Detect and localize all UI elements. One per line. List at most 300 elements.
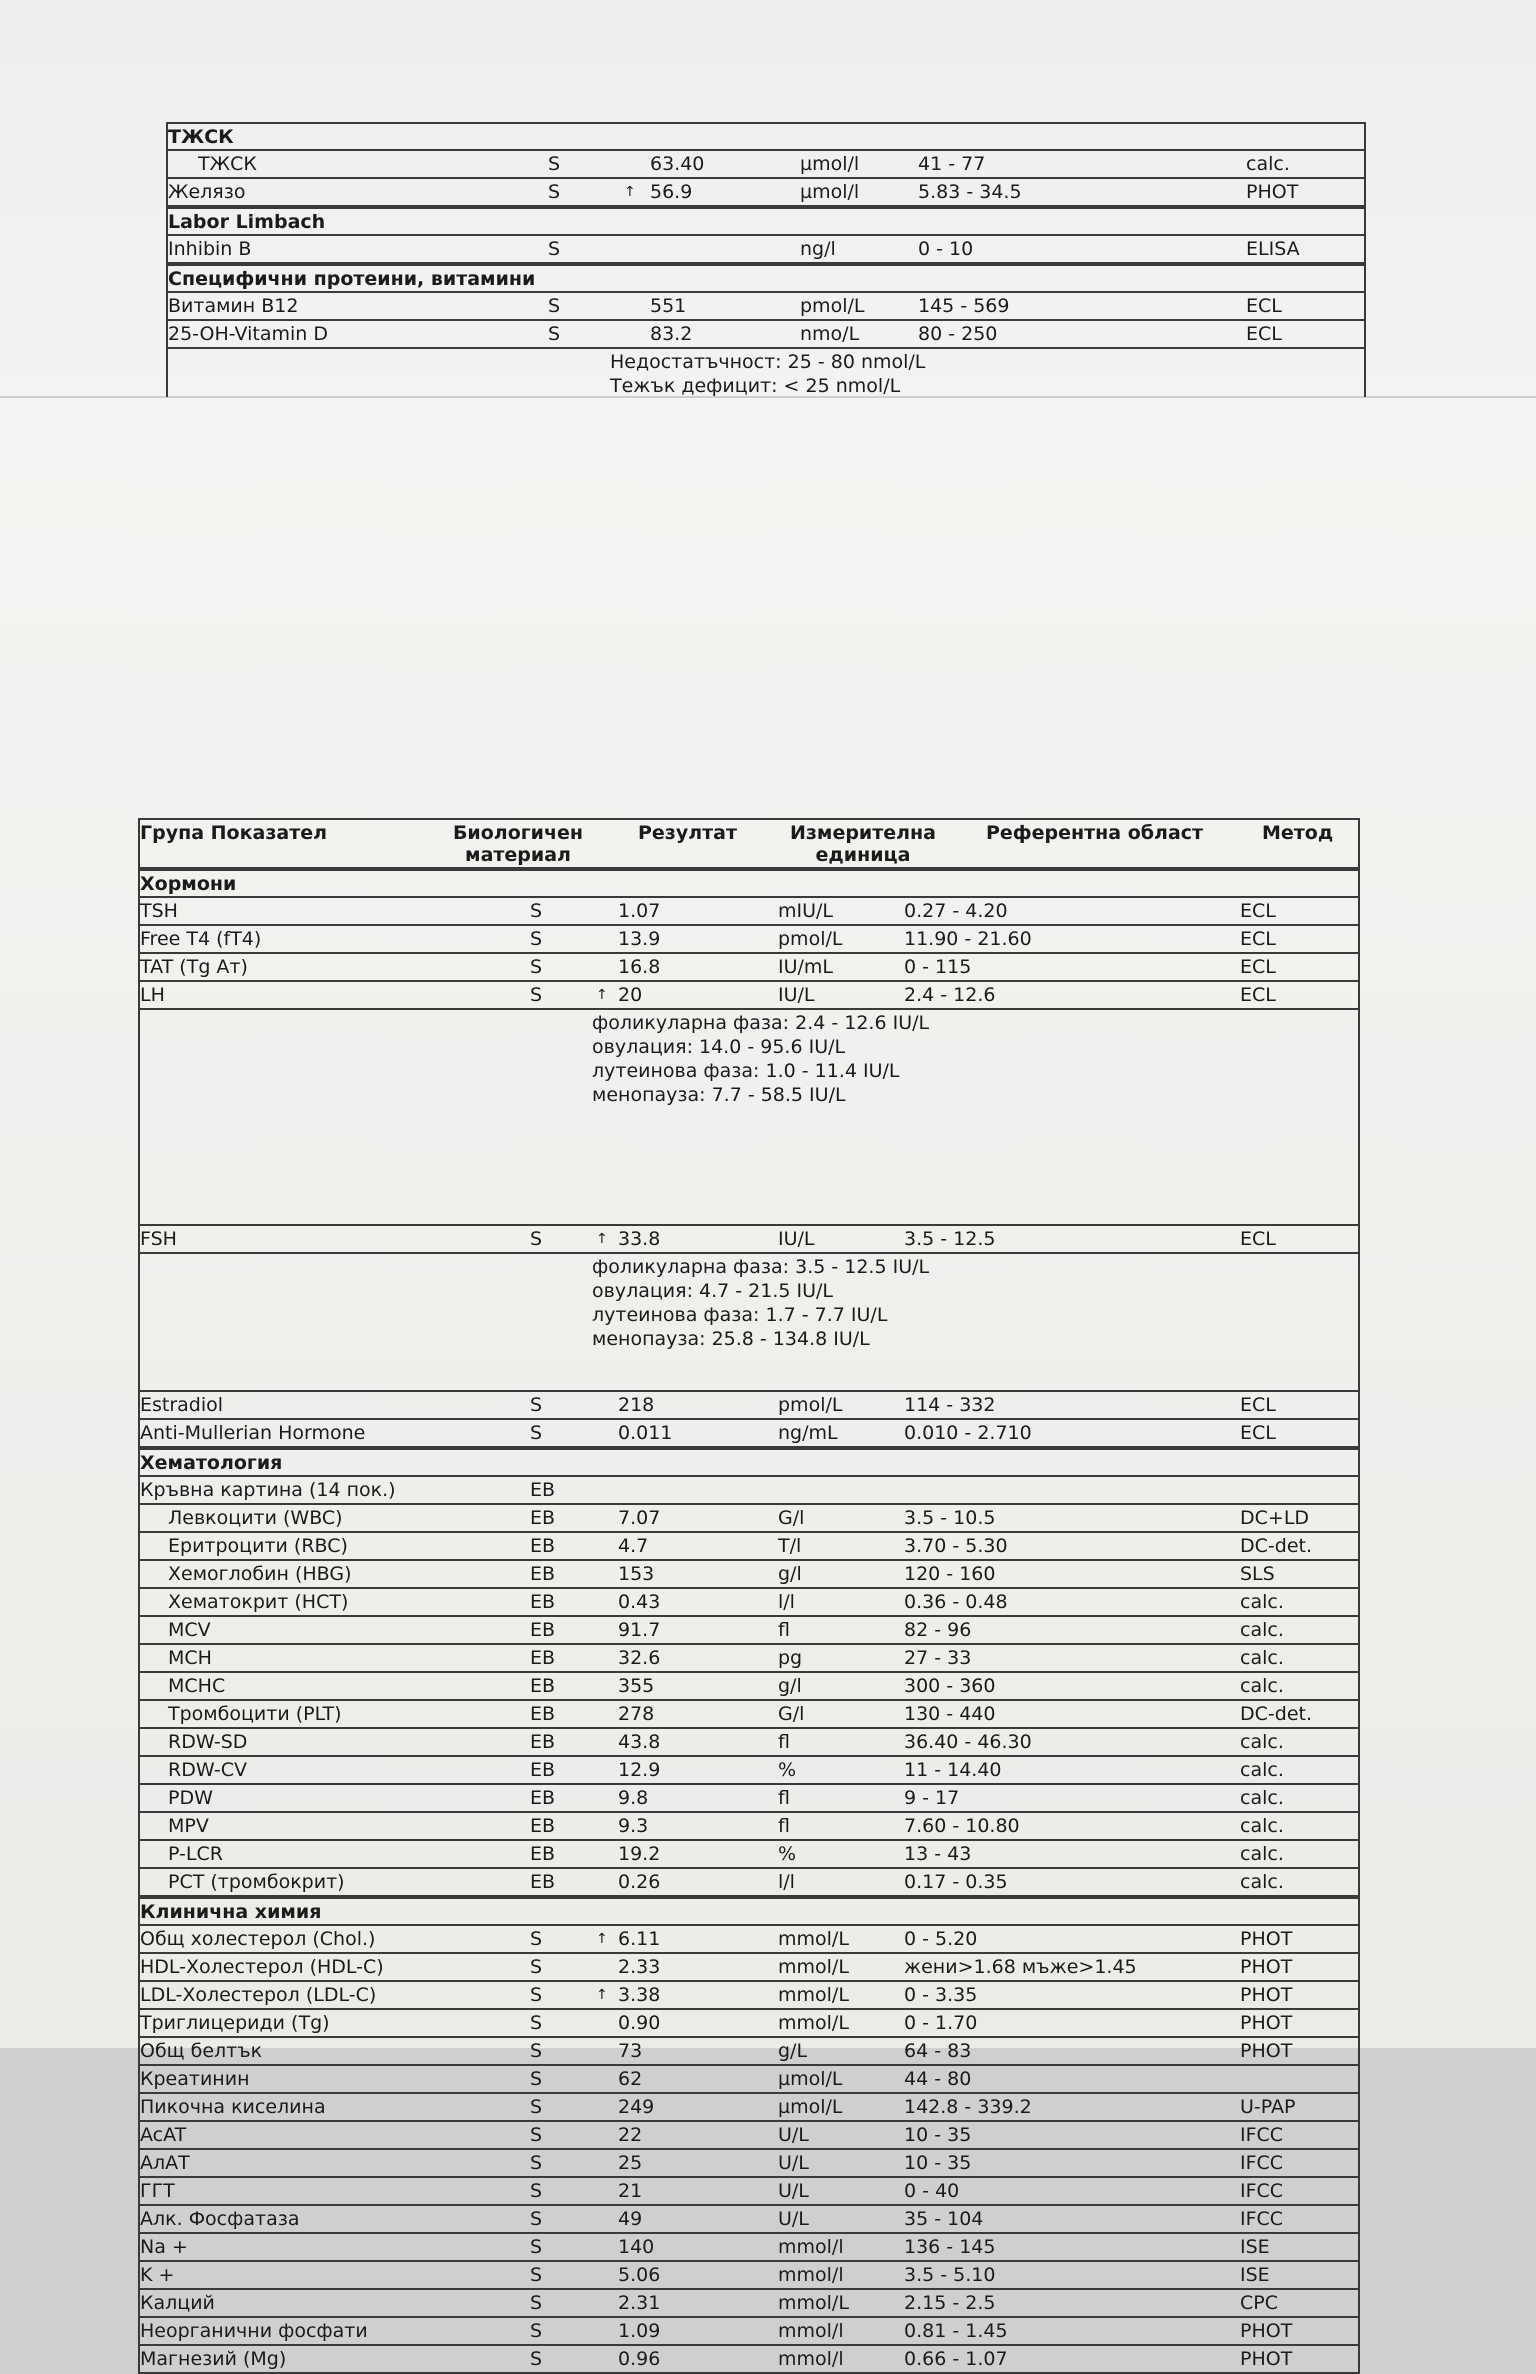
test-unit: µmol/L xyxy=(778,2096,843,2118)
test-name: K + xyxy=(140,2264,175,2286)
header-method: Метод xyxy=(1262,822,1334,844)
test-name: MCH xyxy=(168,1647,212,1669)
test-material: S xyxy=(530,2208,543,2230)
test-name: Кръвна картина (14 пок.) xyxy=(140,1479,396,1501)
test-unit: µmol/l xyxy=(800,153,860,175)
test-result: 73 xyxy=(618,2040,643,2062)
test-method: PHOT xyxy=(1240,1928,1293,1950)
test-result: 4.7 xyxy=(618,1535,649,1557)
section-title: Специфични протеини, витамини xyxy=(168,268,536,290)
test-result: 63.40 xyxy=(650,153,705,175)
test-method: PHOT xyxy=(1240,2348,1293,2370)
table-row xyxy=(138,1757,1360,1785)
reference-note xyxy=(138,1278,1360,1302)
table-row xyxy=(138,982,1360,1010)
test-result: 2.31 xyxy=(618,2292,661,2314)
test-result: 91.7 xyxy=(618,1619,661,1641)
test-reference: 5.83 - 34.5 xyxy=(918,181,1022,203)
table-border-right xyxy=(1364,122,1366,397)
test-unit: G/l xyxy=(778,1703,805,1725)
test-material: EB xyxy=(530,1843,556,1865)
test-result: 32.6 xyxy=(618,1647,661,1669)
test-reference: 11.90 - 21.60 xyxy=(904,928,1032,950)
table-row xyxy=(138,1420,1360,1448)
test-name: AcAT xyxy=(140,2124,187,2146)
reference-note-text: фоликуларна фаза: 2.4 - 12.6 IU/L xyxy=(592,1012,930,1034)
test-result: 551 xyxy=(650,295,687,317)
table-row xyxy=(138,2038,1360,2066)
test-unit: mmol/l xyxy=(778,2264,844,2286)
test-material: S xyxy=(530,956,543,978)
test-result: 6.11 xyxy=(618,1928,661,1950)
test-name: Na + xyxy=(140,2236,188,2258)
test-result: 249 xyxy=(618,2096,655,2118)
test-reference: 41 - 77 xyxy=(918,153,986,175)
test-reference: 7.60 - 10.80 xyxy=(904,1815,1020,1837)
test-name: Тромбоцити (PLT) xyxy=(168,1703,342,1725)
table-row xyxy=(138,1477,1360,1505)
header-result: Резултат xyxy=(638,822,737,844)
test-name: Inhibin B xyxy=(168,238,252,260)
test-unit: mmol/L xyxy=(778,1928,849,1950)
section-header xyxy=(138,869,1360,898)
test-material: EB xyxy=(530,1591,556,1613)
test-name: LH xyxy=(140,984,165,1006)
table-row xyxy=(138,1729,1360,1757)
test-name: Хематокрит (HCT) xyxy=(168,1591,349,1613)
report-page-top xyxy=(0,0,1536,396)
test-reference: 64 - 83 xyxy=(904,2040,972,2062)
test-result: 20 xyxy=(618,984,643,1006)
test-unit: nmo/L xyxy=(800,323,860,345)
test-unit: g/l xyxy=(778,1563,802,1585)
test-reference: 13 - 43 xyxy=(904,1843,972,1865)
section-header xyxy=(166,122,1366,151)
test-name: АлАТ xyxy=(140,2152,190,2174)
test-name: PDW xyxy=(168,1787,213,1809)
reference-note xyxy=(138,1034,1360,1058)
test-method: ECL xyxy=(1246,295,1282,317)
test-material: EB xyxy=(530,1871,556,1893)
test-result: 12.9 xyxy=(618,1759,661,1781)
reference-note xyxy=(138,1326,1360,1350)
test-reference: 3.5 - 12.5 xyxy=(904,1228,996,1250)
table-row xyxy=(138,1926,1360,1954)
section-header xyxy=(166,264,1366,293)
reference-note-text: Тежък дефицит: < 25 nmol/L xyxy=(610,375,901,397)
test-unit: U/L xyxy=(778,2208,809,2230)
test-material: S xyxy=(530,1984,543,2006)
table-row xyxy=(138,2094,1360,2122)
test-name: Магнезий (Mg) xyxy=(140,2348,287,2370)
test-reference: 0 - 5.20 xyxy=(904,1928,978,1950)
test-name: MPV xyxy=(168,1815,209,1837)
test-result: 19.2 xyxy=(618,1843,661,1865)
table-row xyxy=(138,1982,1360,2010)
test-unit: mmol/l xyxy=(778,2348,844,2370)
test-method: DC-det. xyxy=(1240,1535,1312,1557)
test-name: Левкоцити (WBC) xyxy=(168,1507,343,1529)
test-unit: fl xyxy=(778,1731,790,1753)
test-name: Алк. Фосфатаза xyxy=(140,2208,300,2230)
test-result: 278 xyxy=(618,1703,655,1725)
test-reference: 11 - 14.40 xyxy=(904,1759,1002,1781)
test-result: 0.43 xyxy=(618,1591,661,1613)
test-method: calc. xyxy=(1240,1759,1284,1781)
test-unit: µmol/L xyxy=(778,2068,843,2090)
test-unit: T/l xyxy=(778,1535,802,1557)
test-unit: mmol/l xyxy=(778,2320,844,2342)
test-method: PHOT xyxy=(1240,2040,1293,2062)
test-unit: fl xyxy=(778,1815,790,1837)
test-reference: 0 - 10 xyxy=(918,238,974,260)
table-border-right xyxy=(1358,818,1360,2374)
test-unit: pmol/L xyxy=(778,1394,843,1416)
high-flag-icon: ↑ xyxy=(624,184,636,200)
test-name: RDW-CV xyxy=(168,1759,247,1781)
table-row xyxy=(138,2206,1360,2234)
test-method: IFCC xyxy=(1240,2208,1284,2230)
reference-note-text: фоликуларна фаза: 3.5 - 12.5 IU/L xyxy=(592,1256,930,1278)
table-row xyxy=(138,1673,1360,1701)
reference-note-text: менопауза: 7.7 - 58.5 IU/L xyxy=(592,1084,846,1106)
test-method: ECL xyxy=(1240,1394,1276,1416)
table-row xyxy=(166,151,1366,179)
test-name: Anti-Mullerian Hormone xyxy=(140,1422,366,1444)
reference-note-text: лутеинова фаза: 1.0 - 11.4 IU/L xyxy=(592,1060,900,1082)
test-unit: U/L xyxy=(778,2152,809,2174)
test-material: S xyxy=(548,238,561,260)
test-result: 9.3 xyxy=(618,1815,649,1837)
test-unit: IU/mL xyxy=(778,956,834,978)
test-result: 9.8 xyxy=(618,1787,649,1809)
test-reference: 0.36 - 0.48 xyxy=(904,1591,1008,1613)
table-row xyxy=(138,2178,1360,2206)
table-row xyxy=(138,2290,1360,2318)
test-method: ECL xyxy=(1240,928,1276,950)
table-row xyxy=(138,898,1360,926)
test-result: 0.96 xyxy=(618,2348,661,2370)
reference-note xyxy=(138,1082,1360,1106)
section-title: ТЖСК xyxy=(168,126,234,148)
blank-space xyxy=(138,1350,1360,1392)
test-unit: G/l xyxy=(778,1507,805,1529)
table-row xyxy=(138,1533,1360,1561)
test-result: 0.011 xyxy=(618,1422,673,1444)
test-unit: pg xyxy=(778,1647,803,1669)
test-unit: mmol/L xyxy=(778,1984,849,2006)
section-title: Хематология xyxy=(140,1452,283,1474)
test-material: S xyxy=(530,2068,543,2090)
test-name: Пикочна киселина xyxy=(140,2096,326,2118)
test-material: EB xyxy=(530,1787,556,1809)
test-name: Общ холестерол (Chol.) xyxy=(140,1928,376,1950)
test-material: S xyxy=(548,295,561,317)
lab-results-table-main xyxy=(138,818,1360,2374)
test-reference: 142.8 - 339.2 xyxy=(904,2096,1032,2118)
test-material: EB xyxy=(530,1815,556,1837)
test-material: S xyxy=(548,323,561,345)
test-name: P-LCR xyxy=(168,1843,223,1865)
test-unit: l/l xyxy=(778,1591,795,1613)
test-unit: U/L xyxy=(778,2180,809,2202)
test-result: 7.07 xyxy=(618,1507,661,1529)
table-row xyxy=(138,2010,1360,2038)
test-unit: g/L xyxy=(778,2040,808,2062)
test-unit: mIU/L xyxy=(778,900,834,922)
test-method: DC+LD xyxy=(1240,1507,1310,1529)
test-result: 153 xyxy=(618,1563,655,1585)
test-material: EB xyxy=(530,1703,556,1725)
test-reference: 80 - 250 xyxy=(918,323,998,345)
test-name: PCT (тромбокрит) xyxy=(168,1871,345,1893)
test-name: Желязо xyxy=(168,181,246,203)
test-material: S xyxy=(530,1928,543,1950)
reference-note xyxy=(138,1058,1360,1082)
reference-note xyxy=(138,1254,1360,1278)
test-result: 56.9 xyxy=(650,181,693,203)
test-reference: 3.70 - 5.30 xyxy=(904,1535,1008,1557)
test-method: ECL xyxy=(1240,900,1276,922)
test-name: TSH xyxy=(140,900,178,922)
test-result: 0.90 xyxy=(618,2012,661,2034)
high-flag-icon: ↑ xyxy=(596,1931,608,1947)
test-material: S xyxy=(530,1422,543,1444)
test-method: ISE xyxy=(1240,2236,1270,2258)
test-reference: 0 - 40 xyxy=(904,2180,960,2202)
test-name: LDL-Холестерол (LDL-C) xyxy=(140,1984,377,2006)
test-result: 355 xyxy=(618,1675,655,1697)
table-row xyxy=(138,1226,1360,1254)
test-material: S xyxy=(530,928,543,950)
test-material: EB xyxy=(530,1759,556,1781)
test-unit: U/L xyxy=(778,2124,809,2146)
test-result: 5.06 xyxy=(618,2264,661,2286)
test-method: calc. xyxy=(1240,1787,1284,1809)
test-reference: 82 - 96 xyxy=(904,1619,972,1641)
test-unit: % xyxy=(778,1759,797,1781)
lab-results-table-top xyxy=(166,122,1366,397)
test-unit: µmol/l xyxy=(800,181,860,203)
test-method: calc. xyxy=(1240,1843,1284,1865)
table-row xyxy=(138,1505,1360,1533)
table-row xyxy=(166,236,1366,264)
section-title: Клинична химия xyxy=(140,1901,322,1923)
test-reference: 27 - 33 xyxy=(904,1647,972,1669)
test-reference: 136 - 145 xyxy=(904,2236,996,2258)
table-row xyxy=(138,1954,1360,1982)
table-row xyxy=(138,1813,1360,1841)
reference-note-text: лутеинова фаза: 1.7 - 7.7 IU/L xyxy=(592,1304,888,1326)
test-name: Еритроцити (RBC) xyxy=(168,1535,348,1557)
test-material: S xyxy=(530,2040,543,2062)
test-material: EB xyxy=(530,1563,556,1585)
test-reference: 10 - 35 xyxy=(904,2124,972,2146)
table-row xyxy=(138,2262,1360,2290)
test-method: calc. xyxy=(1240,1815,1284,1837)
test-method: SLS xyxy=(1240,1563,1275,1585)
test-result: 218 xyxy=(618,1394,655,1416)
test-result: 1.07 xyxy=(618,900,661,922)
test-material: S xyxy=(530,900,543,922)
test-name: FSH xyxy=(140,1228,177,1250)
table-row xyxy=(138,2234,1360,2262)
test-name: Хемоглобин (HBG) xyxy=(168,1563,352,1585)
table-row xyxy=(166,179,1366,207)
test-method: ECL xyxy=(1240,984,1276,1006)
test-method: ECL xyxy=(1240,956,1276,978)
test-material: S xyxy=(530,2292,543,2314)
test-reference: 145 - 569 xyxy=(918,295,1010,317)
test-material: S xyxy=(548,153,561,175)
test-reference: 0.66 - 1.07 xyxy=(904,2348,1008,2370)
test-method: calc. xyxy=(1240,1591,1284,1613)
test-material: EB xyxy=(530,1619,556,1641)
table-row xyxy=(138,1561,1360,1589)
test-reference: 0 - 1.70 xyxy=(904,2012,978,2034)
reference-note-text: Недостатъчност: 25 - 80 nmol/L xyxy=(610,351,926,373)
test-method: CPC xyxy=(1240,2292,1278,2314)
test-name: Креатинин xyxy=(140,2068,250,2090)
test-method: PHOT xyxy=(1240,1956,1293,1978)
header-reference: Референтна област xyxy=(986,822,1204,844)
test-name: MCHC xyxy=(168,1675,226,1697)
test-method: ECL xyxy=(1240,1422,1276,1444)
test-result: 0.26 xyxy=(618,1871,661,1893)
test-reference: 9 - 17 xyxy=(904,1787,960,1809)
test-material: S xyxy=(530,2180,543,2202)
test-method: calc. xyxy=(1240,1871,1284,1893)
test-name: TAT (Tg Ат) xyxy=(140,956,248,978)
table-row xyxy=(138,2150,1360,2178)
test-result: 2.33 xyxy=(618,1956,661,1978)
test-unit: % xyxy=(778,1843,797,1865)
test-result: 33.8 xyxy=(618,1228,661,1250)
test-unit: ng/l xyxy=(800,238,836,260)
test-method: U-PAP xyxy=(1240,2096,1296,2118)
table-row xyxy=(138,2122,1360,2150)
test-name: Общ белтък xyxy=(140,2040,263,2062)
test-unit: fl xyxy=(778,1619,790,1641)
test-name: Неорганични фосфати xyxy=(140,2320,368,2342)
test-unit: g/l xyxy=(778,1675,802,1697)
test-material: EB xyxy=(530,1675,556,1697)
test-method: calc. xyxy=(1240,1675,1284,1697)
test-reference: 0.010 - 2.710 xyxy=(904,1422,1032,1444)
test-method: IFCC xyxy=(1240,2180,1284,2202)
test-reference: 3.5 - 10.5 xyxy=(904,1507,996,1529)
test-material: S xyxy=(530,1956,543,1978)
test-unit: mmol/L xyxy=(778,2012,849,2034)
test-reference: 0.27 - 4.20 xyxy=(904,900,1008,922)
test-method: IFCC xyxy=(1240,2152,1284,2174)
test-reference: 0 - 3.35 xyxy=(904,1984,978,2006)
reference-note xyxy=(166,373,1366,397)
test-result: 21 xyxy=(618,2180,643,2202)
test-material: S xyxy=(530,1394,543,1416)
test-result: 22 xyxy=(618,2124,643,2146)
test-reference: 130 - 440 xyxy=(904,1703,996,1725)
test-unit: IU/L xyxy=(778,984,815,1006)
test-method: PHOT xyxy=(1240,2012,1293,2034)
high-flag-icon: ↑ xyxy=(596,1231,608,1247)
test-unit: fl xyxy=(778,1787,790,1809)
test-name: 25-OH-Vitamin D xyxy=(168,323,328,345)
test-reference: 2.15 - 2.5 xyxy=(904,2292,996,2314)
test-unit: mmol/L xyxy=(778,2292,849,2314)
test-material: S xyxy=(548,181,561,203)
table-row xyxy=(138,1589,1360,1617)
test-name: Калций xyxy=(140,2292,215,2314)
test-reference: 0.81 - 1.45 xyxy=(904,2320,1008,2342)
table-row xyxy=(166,321,1366,349)
header-material: Биологичен материал xyxy=(452,822,584,866)
test-unit: mmol/l xyxy=(778,2236,844,2258)
section-title: Хормони xyxy=(140,873,237,895)
test-method: ECL xyxy=(1246,323,1282,345)
test-unit: IU/L xyxy=(778,1228,815,1250)
test-name: ГГТ xyxy=(140,2180,175,2202)
table-row xyxy=(138,2346,1360,2374)
test-material: S xyxy=(530,2096,543,2118)
test-reference: 10 - 35 xyxy=(904,2152,972,2174)
test-reference: 0 - 115 xyxy=(904,956,972,978)
reference-note xyxy=(166,349,1366,373)
table-row xyxy=(138,1701,1360,1729)
test-method: PHOT xyxy=(1240,2320,1293,2342)
test-unit: pmol/L xyxy=(800,295,865,317)
test-material: EB xyxy=(530,1479,556,1501)
test-reference: 36.40 - 46.30 xyxy=(904,1731,1032,1753)
test-result: 49 xyxy=(618,2208,643,2230)
header-unit: Измерителна единица xyxy=(789,822,937,866)
test-result: 3.38 xyxy=(618,1984,661,2006)
table-row xyxy=(138,1869,1360,1897)
table-row xyxy=(166,293,1366,321)
test-material: EB xyxy=(530,1647,556,1669)
test-result: 140 xyxy=(618,2236,655,2258)
test-name: Триглицериди (Tg) xyxy=(140,2012,330,2034)
reference-note xyxy=(138,1010,1360,1034)
test-reference: жени>1.68 мъже>1.45 xyxy=(904,1956,1137,1978)
table-row xyxy=(138,1785,1360,1813)
test-reference: 35 - 104 xyxy=(904,2208,984,2230)
table-row xyxy=(138,2318,1360,2346)
test-material: S xyxy=(530,2152,543,2174)
table-border-left xyxy=(166,122,168,397)
test-name: ТЖСК xyxy=(198,153,257,175)
test-name: Estradiol xyxy=(140,1394,224,1416)
test-method: PHOT xyxy=(1246,181,1299,203)
test-material: EB xyxy=(530,1507,556,1529)
reference-note-text: овулация: 14.0 - 95.6 IU/L xyxy=(592,1036,846,1058)
test-method: PHOT xyxy=(1240,1984,1293,2006)
test-name: RDW-SD xyxy=(168,1731,248,1753)
high-flag-icon: ↑ xyxy=(596,1987,608,2003)
test-material: S xyxy=(530,2264,543,2286)
test-method: calc. xyxy=(1240,1647,1284,1669)
test-result: 62 xyxy=(618,2068,643,2090)
report-page-main xyxy=(0,398,1536,2370)
table-row xyxy=(138,1392,1360,1420)
test-method: calc. xyxy=(1240,1619,1284,1641)
table-row xyxy=(138,1617,1360,1645)
test-material: S xyxy=(530,984,543,1006)
test-unit: l/l xyxy=(778,1871,795,1893)
test-reference: 44 - 80 xyxy=(904,2068,972,2090)
table-row xyxy=(138,1645,1360,1673)
section-title: Labor Limbach xyxy=(168,211,326,233)
